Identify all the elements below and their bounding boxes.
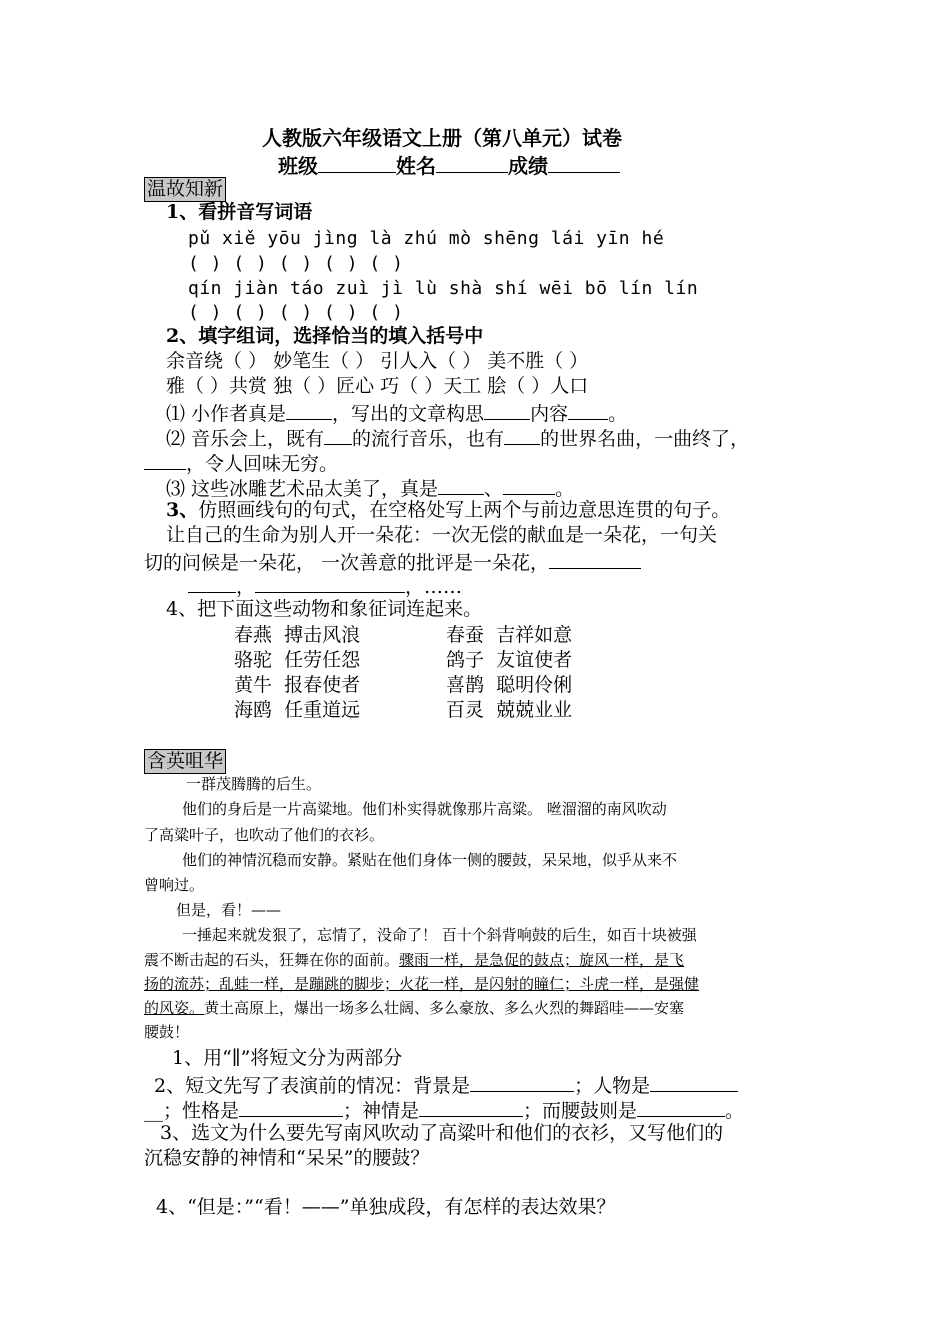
passage-p3-line2: 曾响过。 xyxy=(144,876,205,894)
reading-q4: 4、“但是：”“看！——”单独成段，有怎样的表达效果？ xyxy=(156,1196,616,1218)
passage-p5-line4: 的风姿。黄土高原上，爆出一场多么壮阔、多么豪放、多么火烈的舞蹈哇——安塞 xyxy=(144,999,685,1017)
passage-p1: 一群茂腾腾的后生。 xyxy=(186,775,322,793)
q3-blank-3[interactable] xyxy=(255,573,405,593)
passage-p5-line2: 震不断击起的石头，狂舞在你的面前。骤雨一样，是急促的鼓点；旋风一样，是飞 xyxy=(144,951,685,969)
q4-right-row-4[interactable]: 百灵 兢兢业业 xyxy=(446,699,573,721)
q4-left-row-1[interactable]: 春燕 搏击风浪 xyxy=(234,624,361,646)
q4-heading: 4、把下面这些动物和象征词连起来。 xyxy=(166,598,483,620)
q1-answer-row1[interactable]: ( ) ( ) ( ) ( ) ( ) xyxy=(188,253,404,274)
name-blank[interactable] xyxy=(436,152,508,173)
q1-pinyin-row2: qín jiàn táo zuì jì lù shà shí wēi bō lín lín xyxy=(188,278,699,299)
q2-sentence-1: ⑴ 小作者真是 ，写出的文章构思 内容 。 xyxy=(166,400,627,426)
q3-line-3: ， ，…… xyxy=(188,573,462,599)
q2-s1-blank-2[interactable] xyxy=(484,400,530,420)
q3-line-2: 切的问候是一朵花， 一次善意的批评是一朵花， xyxy=(144,549,641,575)
q2-s3-blank-2[interactable] xyxy=(503,475,555,495)
q2-idiom-row2: 雅（ ）共赏 独（ ）匠心 巧（ ）天工 脍（ ）人口 xyxy=(166,375,589,397)
q4-right-row-3[interactable]: 喜鹊 聪明伶俐 xyxy=(446,674,573,696)
q2-heading: 2、填字组词，选择恰当的填入括号中 xyxy=(166,325,484,347)
q2-sentence-3: ⑶ 这些冰雕艺术品太美了，真是 、 。 xyxy=(166,475,574,501)
q1-heading: 1、看拼音写词语 xyxy=(166,201,313,223)
passage-p5-line5: 腰鼓！ xyxy=(144,1023,190,1041)
q2-sentence-2-cont: ，令人回味无穷。 xyxy=(144,450,338,476)
reading-q2-blank-background[interactable] xyxy=(470,1072,574,1092)
q2-s3-blank-1[interactable] xyxy=(438,475,484,495)
section-label-reading: 含英咀华 xyxy=(144,749,226,774)
q2-s1-blank-3[interactable] xyxy=(568,400,608,420)
reading-q2-blank-expression[interactable] xyxy=(419,1097,523,1117)
q2-s1-blank-1[interactable] xyxy=(286,400,332,420)
class-label: 班级 xyxy=(278,154,318,178)
q1-pinyin-row1: pǔ xiě yōu jìng là zhú mò shēng lái yīn hé xyxy=(188,228,665,249)
passage-p2-line2: 了高粱叶子，也吹动了他们的衣衫。 xyxy=(144,826,385,844)
passage-p5-line1: 一捶起来就发狠了，忘情了，没命了！ 百十个斜背响鼓的后生，如百十块被强 xyxy=(182,926,697,944)
q2-s2-blank-1[interactable] xyxy=(324,425,352,445)
score-blank[interactable] xyxy=(548,152,620,173)
page-title: 人教版六年级语文上册（第八单元）试卷 xyxy=(262,126,622,150)
reading-q3-line1: 3、选文为什么要先写南风吹动了高粱叶和他们的衣衫，又写他们的 xyxy=(160,1122,724,1144)
passage-p3-line1: 他们的神情沉稳而安静。紧贴在他们身体一侧的腰鼓，呆呆地，似乎从来不 xyxy=(182,851,678,869)
q1-answer-row2[interactable]: ( ) ( ) ( ) ( ) ( ) xyxy=(188,302,404,323)
reading-q2-blank-personality[interactable] xyxy=(239,1097,343,1117)
class-blank[interactable] xyxy=(318,152,396,173)
reading-q2-line2: __；性格是 ；神情是 ；而腰鼓则是 。 xyxy=(144,1097,744,1123)
reading-q2-line1: 2、短文先写了表演前的情况：背景是 ；人物是 xyxy=(154,1072,738,1098)
student-info-line xyxy=(278,152,620,178)
passage-p2-line1: 他们的身后是一片高粱地。他们朴实得就像那片高粱。 咝溜溜的南风吹动 xyxy=(182,800,667,818)
q2-sentence-2: ⑵ 音乐会上，既有 的流行音乐，也有 的世界名曲，一曲终了， xyxy=(166,425,749,451)
reading-q3-line2: 沉稳安静的神情和“呆呆”的腰鼓？ xyxy=(144,1147,430,1169)
reading-q2-blank-characters[interactable] xyxy=(650,1072,738,1092)
q3-blank-2[interactable] xyxy=(188,573,236,593)
q3-heading: 3、仿照画线句的句式，在空格处写上两个与前边意思连贯的句子。 xyxy=(166,499,731,521)
reading-q2-blank-drum[interactable] xyxy=(637,1097,725,1117)
q4-right-row-1[interactable]: 春蚕 吉祥如意 xyxy=(446,624,573,646)
q2-s2-blank-2[interactable] xyxy=(504,425,540,445)
q4-right-row-2[interactable]: 鸽子 友谊使者 xyxy=(446,649,573,671)
q4-left-row-3[interactable]: 黄牛 报春使者 xyxy=(234,674,361,696)
q4-left-row-2[interactable]: 骆驼 任劳任怨 xyxy=(234,649,361,671)
passage-p4: 但是，看！—— xyxy=(176,901,282,919)
q3-blank-1[interactable] xyxy=(549,549,641,569)
q2-idiom-row1: 余音绕（ ） 妙笔生（ ） 引人入（ ） 美不胜（ ） xyxy=(166,350,589,372)
score-label: 成绩 xyxy=(508,154,548,178)
q4-left-row-4[interactable]: 海鸥 任重道远 xyxy=(234,699,361,721)
passage-p5-line3: 扬的流苏；乱蛙一样，是蹦跳的脚步；火花一样，是闪射的瞳仁；斗虎一样，是强健 xyxy=(144,975,700,993)
name-label: 姓名 xyxy=(396,154,436,178)
reading-q1: 1、用“∥”将短文分为两部分 xyxy=(172,1047,403,1069)
q2-s2-blank-3[interactable] xyxy=(144,450,186,470)
section-label-review: 温故知新 xyxy=(144,177,226,202)
q3-line-1: 让自己的生命为别人开一朵花：一次无偿的献血是一朵花，一句关 xyxy=(166,524,718,546)
